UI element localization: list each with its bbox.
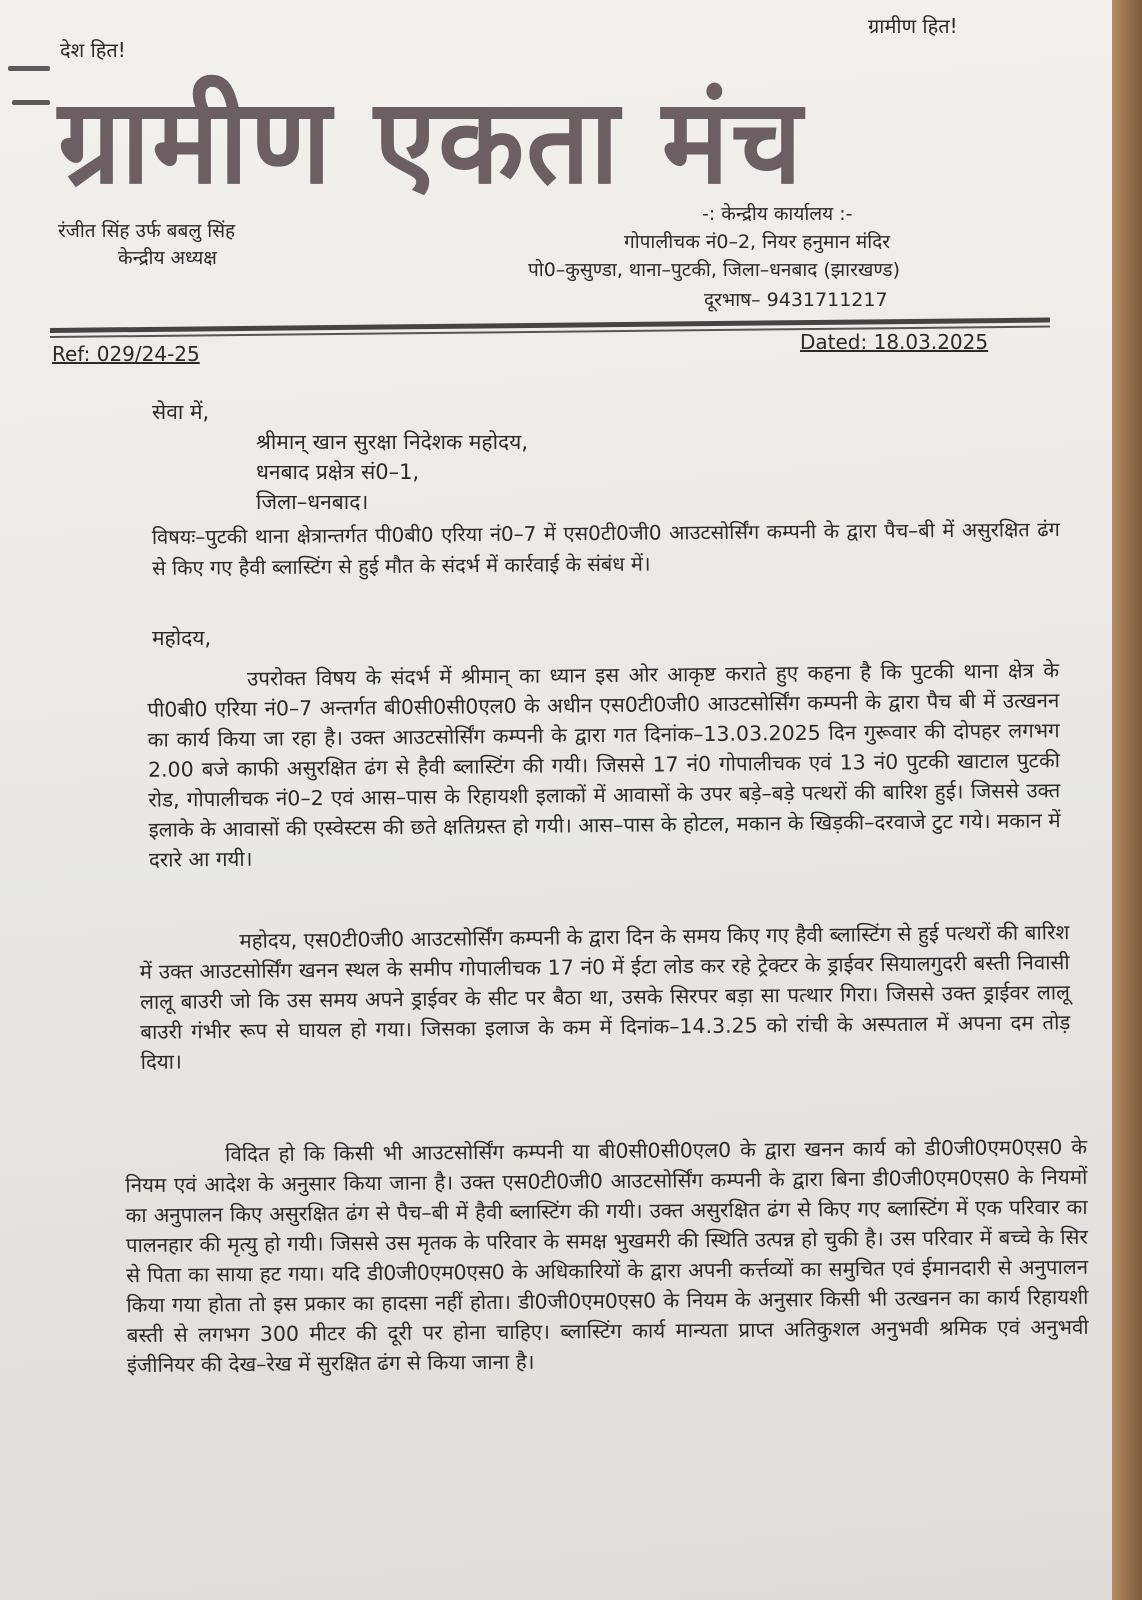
greeting: महोदय, xyxy=(152,626,212,650)
salutation: सेवा में, xyxy=(152,400,210,424)
recipient-line1: श्रीमान् खान सुरक्षा निदेशक महोदय, xyxy=(256,430,529,454)
margin-mark xyxy=(8,66,50,71)
slogan-left: देश हित! xyxy=(60,38,126,62)
reference-number: Ref: 029/24-25 xyxy=(52,342,200,366)
organization-masthead: ग्रामीण एकता मंच xyxy=(58,74,805,211)
letter-date: Dated: 18.03.2025 xyxy=(800,330,989,354)
office-heading: -: केन्द्रीय कार्यालय :- xyxy=(702,203,853,225)
paragraph-text: उपरोक्त विषय के संदर्भ में श्रीमान् का ध्यान इस ओर आकृष्ट कराते हुए कहना है कि पुटकी थाना क्षेत्र के पी0बी0 एरिया नं0–7 अन्तर्गत बी0सी0सी0एल0 के अधीन एस0टी0जी0 आउटसोर्सिंग कम्पनी के द्वारा पैच बी में उत्खनन का कार्य किया जा रहा है। उक्त आउटसोर्सिंग कम्पनी के द्वारा गत दिनांक–13.03.2025 दिन गुरूवार की दोपहर लगभग 2.00 बजे काफी असुरक्षित ढंग से हैवी ब्लास्टिंग की गयी। जिससे 17 नं0 गोपालीचक एवं 13 नं0 पुटकी खाटाल पुटकी रोड, गोपालीचक नं0–2 एवं आस–पास के रिहायशी इलाकों में आवासों के उपर बड़े–बड़े पत्थरों की बारिश हुई। जिससे उक्त इलाके के आवासों की एस्वेस्टस की छते क्षतिग्रस्त हो गयी। आस–पास के होटल, मकान के खिड़की–दरवाजे टुट गये। मकान में दरारे आ गयी। xyxy=(147,658,1061,872)
paragraph-text: विदित हो कि किसी भी आउटसोर्सिंग कम्पनी या बी0सी0सी0एल0 के द्वारा खनन कार्य को डी0जी0एम0एस0 के नियम एवं आदेश के अनुसार किया जाना है। उक्त एस0टी0जी0 आउटसोर्सिंग कम्पनी के द्वारा बिना डी0जी0एम0एस0 के नियमों का अनुपालन किए असुरक्षित ढंग से पैच–बी में हैवी ब्लास्टिंग की गयी। उक्त असुरक्षित ढंग से किए गए ब्लास्टिंग में एक परिवार का पालनहार की मृत्यु हो गयी। जिससे उस मृतक के परिवार के समक्ष भुखमरी की स्थिति उत्पन्न हो चुकी है। उस परिवार में बच्चे के सिर से पिता का साया हट गया। यदि डी0जी0एम0एस0 के अधिकारियों के द्वारा अपनी कर्त्तव्यों का समुचित एवं ईमानदारी से अनुपालन किया गया होता तो इस प्रकार का हादसा नहीं होता। डी0जी0एम0एस0 के नियम के अनुसार किसी भी उत्खनन का कार्य रिहायशी बस्ती से लगभग 300 मीटर की दूरी पर होना चाहिए। ब्लास्टिंग कार्य मान्यता प्राप्त अतिकुशल अनुभवी श्रमिक एवं अनुभवी इंजीनियर की देख–रेख में सुरक्षित ढंग से किया जाना है। xyxy=(125,1134,1089,1378)
president-name: रंजीत सिंह उर्फ बबलु सिंह xyxy=(58,220,236,242)
paragraph-1 xyxy=(147,655,1061,875)
office-address-line2: पो0–कुसुण्डा, थाना–पुटकी, जिला–धनबाद (झारखण्ड) xyxy=(528,259,900,281)
president-title: केन्द्रीय अध्यक्ष xyxy=(118,247,217,269)
office-phone: दूरभाष– 9431711217 xyxy=(704,289,888,311)
paragraph-2 xyxy=(139,917,1071,1077)
recipient-line2: धनबाद प्रक्षेत्र सं0–1, xyxy=(256,460,420,484)
slogan-right: ग्रामीण हित! xyxy=(868,14,958,38)
office-address-line1: गोपालीचक नं0–2, नियर हनुमान मंदिर xyxy=(624,231,891,253)
paragraph-text: महोदय, एस0टी0जी0 आउटसोर्सिंग कम्पनी के द्वारा दिन के समय किए गए हैवी ब्लास्टिंग से हुई पत्थरों की बारिश में उक्त आउटसोर्सिंग खनन स्थल के समीप गोपालीचक 17 नं0 में ईटा लोड कर रहे ट्रेक्टर के ड्राईवर सियालगुदरी बस्ती निवासी लालू बाउरी जो कि उस समय अपने ड्राईवर के सीट पर बैठा था, उसके सिरपर बड़ा सा पत्थार गिरा। जिससे उक्त ड्राईवर लालू बाउरी गंभीर रूप से घायल हो गया। जिसका इलाज के कम में दिनांक–14.3.25 को रांची के अस्पताल में अपना दम तोड़ दिया। xyxy=(139,920,1071,1074)
subject-text: विषयः–पुटकी थाना क्षेत्रान्तर्गत पी0बी0 एरिया नं0–7 में एस0टी0जी0 आउटसोर्सिंग कम्पनी के द्वारा पैच–बी में असुरक्षित ढंग से किए गए हैवी ब्लास्टिंग से हुई मौत के संदर्भ में कार्रवाई के संबंध में। xyxy=(151,517,1060,580)
paragraph-3 xyxy=(125,1132,1089,1380)
subject-line xyxy=(152,514,1061,584)
margin-mark xyxy=(12,100,50,105)
recipient-line3: जिला–धनबाद। xyxy=(256,490,369,514)
